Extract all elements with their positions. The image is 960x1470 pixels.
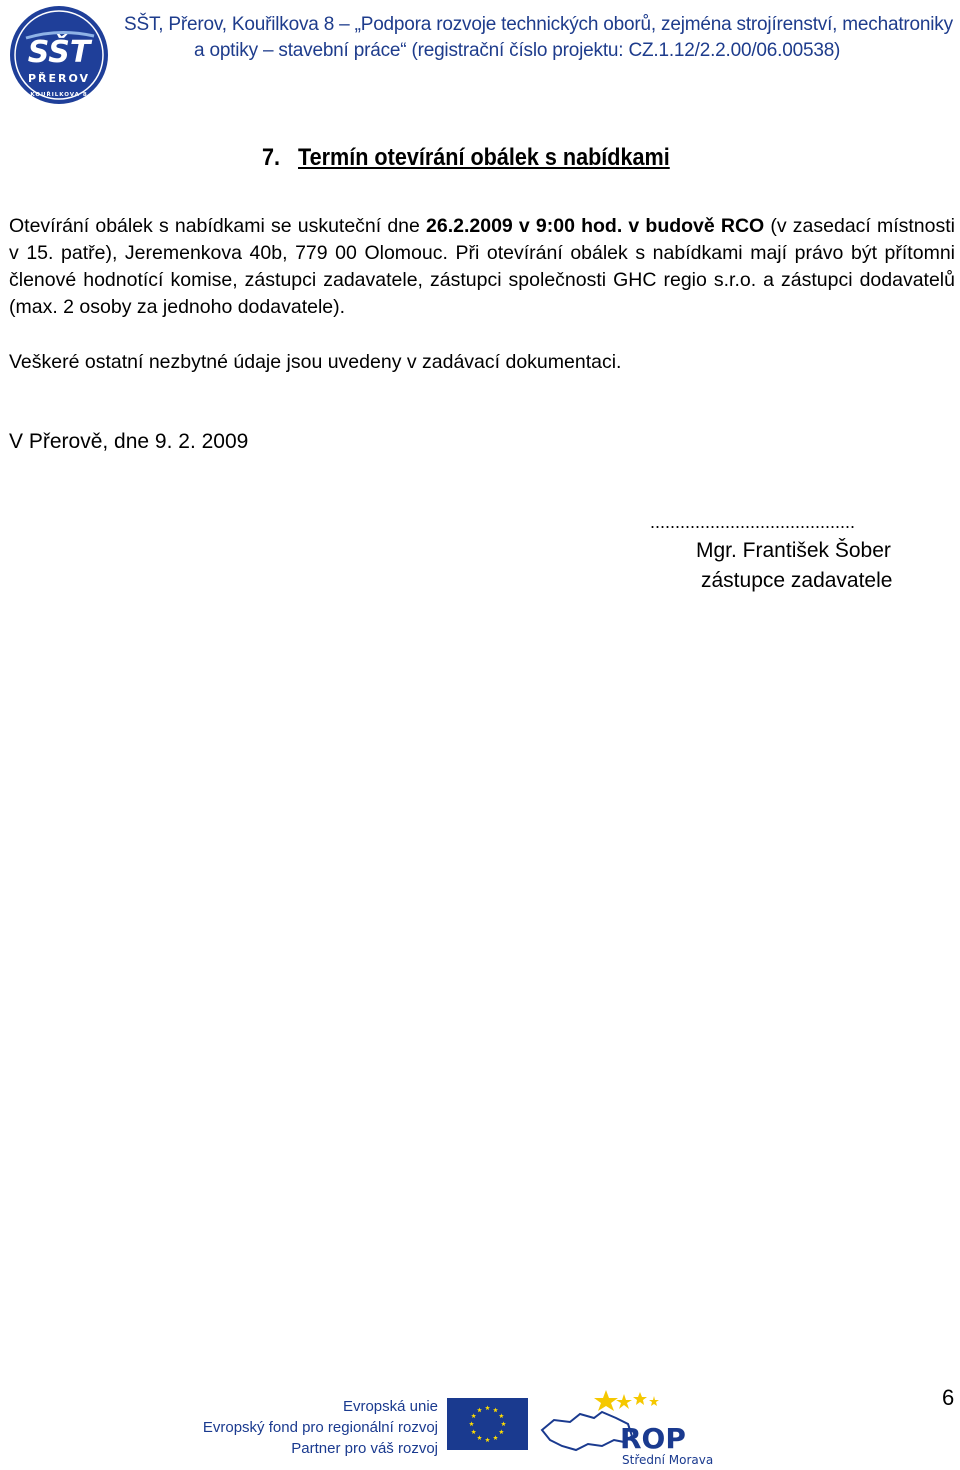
signature-block xyxy=(650,512,930,593)
opening-paragraph xyxy=(9,213,955,321)
page-number: 6 xyxy=(942,1385,955,1410)
logo-street-text: KOUŘILKOVA 8 xyxy=(30,92,88,98)
other-info-paragraph: Veškeré ostatní nezbytné údaje jsou uvedeny v zadávací dokumentaci. xyxy=(9,351,622,373)
header-line-1: SŠT, Přerov, Kouřilkova 8 – „Podpora rozvoje technických oborů, zejména strojírenství, mechatroniky xyxy=(124,14,953,35)
eu-line-1: Evropská unie xyxy=(342,1398,438,1415)
sst-logo xyxy=(8,4,110,106)
project-header xyxy=(124,12,954,64)
header-line-2: a optiky – stavební práce“ (registrační číslo projektu: CZ.1.12/2.2.00/06.00538) xyxy=(194,40,841,61)
p1-part-c: (v zasedací místnosti v 15. patře), Jeremenkova 40b, 779 00 Olomouc. Při otevírání obálek s nabídkami mají právo být přítomni členové hodnotící komise, zástupci zadavatele, zástupci společnosti GHC regio s.r.o. a zástupci dodavatelů (max. 2 osoby za jednoho dodavatele). xyxy=(9,215,955,318)
logo-city-text: PŘEROV xyxy=(27,72,91,85)
eu-flag-icon xyxy=(447,1398,528,1450)
p1-bold-date-location: 26.2.2009 v 9:00 hod. v budově RCO xyxy=(426,215,765,237)
section-number: 7. xyxy=(262,144,281,171)
rop-text: ROP xyxy=(620,1422,686,1455)
section-title: Termín otevírání obálek s nabídkami xyxy=(298,144,670,171)
eu-line-2: Evropský fond pro regionální rozvoj xyxy=(202,1419,438,1436)
rop-subtitle: Střední Morava xyxy=(622,1453,714,1467)
section-heading xyxy=(262,144,670,172)
signatory-name: Mgr. František Šober xyxy=(696,539,891,562)
eu-funding-text xyxy=(200,1396,438,1459)
logo-main-text: SŠT xyxy=(27,35,91,70)
p1-part-a: Otevírání obálek s nabídkami se uskuteční dne xyxy=(9,215,427,237)
eu-line-3: Partner pro váš rozvoj xyxy=(291,1440,438,1457)
rop-logo xyxy=(536,1384,726,1468)
signatory-role: zástupce zadavatele xyxy=(701,569,893,592)
place-date-line: V Přerově, dne 9. 2. 2009 xyxy=(9,430,249,453)
signature-dots: ......................................... xyxy=(650,512,856,532)
